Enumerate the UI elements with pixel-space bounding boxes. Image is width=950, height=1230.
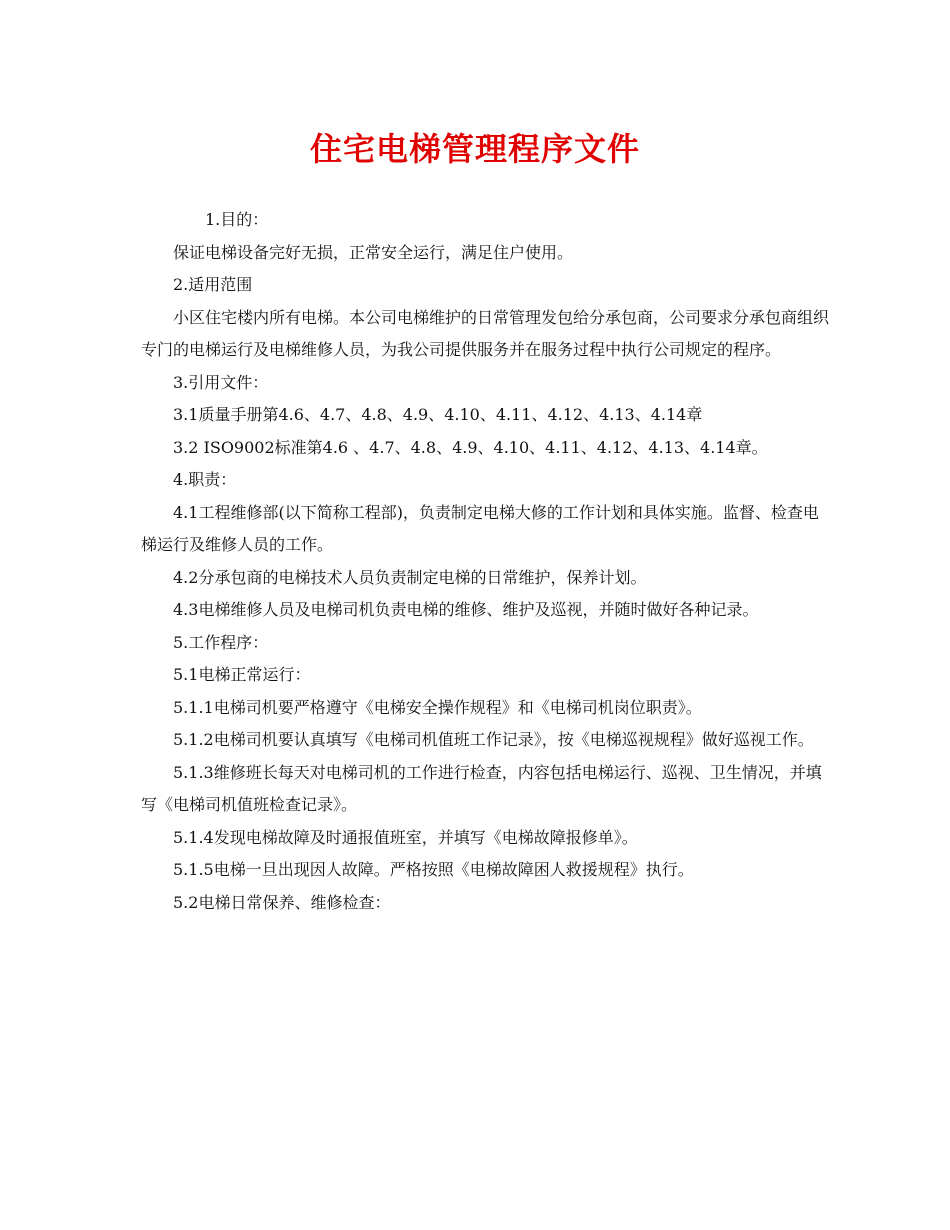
- paragraph: 5.1.4发现电梯故障及时通报值班室，并填写《电梯故障报修单》。: [173, 827, 638, 847]
- section-heading-procedure: 5.工作程序：: [173, 632, 269, 652]
- paragraph: 4.2分承包商的电梯技术人员负责制定电梯的日常维护，保养计划。: [173, 567, 647, 587]
- paragraph: 5.2电梯日常保养、维修检查：: [173, 892, 391, 912]
- paragraph: 5.1电梯正常运行：: [173, 665, 311, 684]
- page-title: 住宅电梯管理程序文件: [309, 130, 640, 168]
- paragraph: 5.1.5电梯一旦出现因人故障。严格按照《电梯故障困人救援规程》执行。: [173, 860, 694, 879]
- document-body: [141, 204, 831, 919]
- paragraph: 4.3电梯维修人员及电梯司机负责电梯的维修、维护及巡视，并随时做好各种记录。: [173, 600, 759, 619]
- section-heading-scope: 2.适用范围: [173, 275, 253, 294]
- section-heading-purpose: 1.目的：: [205, 210, 269, 229]
- paragraph: 3.1质量手册第4.6、4.7、4.8、4.9、4.10、4.11、4.12、4.13、4.14章: [173, 405, 703, 424]
- paragraph: 5.1.2电梯司机要认真填写《电梯司机值班工作记录》，按《电梯巡视规程》做好巡视工作。: [173, 730, 814, 749]
- paragraph: 小区住宅楼内所有电梯。本公司电梯维护的日常管理发包给分承包商，公司要求分承包商组织专门的电梯运行及电梯维修人员，为我公司提供服务并在服务过程中执行公司规定的程序。: [141, 307, 830, 359]
- paragraph: 5.1.1电梯司机要严格遵守《电梯安全操作规程》和《电梯司机岗位职责》。: [173, 697, 702, 717]
- paragraph: 5.1.3维修班长每天对电梯司机的工作进行检查，内容包括电梯运行、巡视、卫生情况，并填写《电梯司机值班检查记录》。: [141, 762, 822, 814]
- paragraph: 保证电梯设备完好无损，正常安全运行，满足住户使用。: [173, 242, 574, 262]
- section-heading-responsibilities: 4.职责：: [173, 470, 237, 489]
- section-heading-references: 3.引用文件：: [173, 372, 269, 392]
- paragraph: 3.2 ISO9002标准第4.6 、4.7、4.8、4.9、4.10、4.11、4.12、4.13、4.14章。: [173, 437, 768, 457]
- paragraph: 4.1工程维修部(以下简称工程部)，负责制定电梯大修的工作计划和具体实施。监督、检查电梯运行及维修人员的工作。: [141, 502, 819, 554]
